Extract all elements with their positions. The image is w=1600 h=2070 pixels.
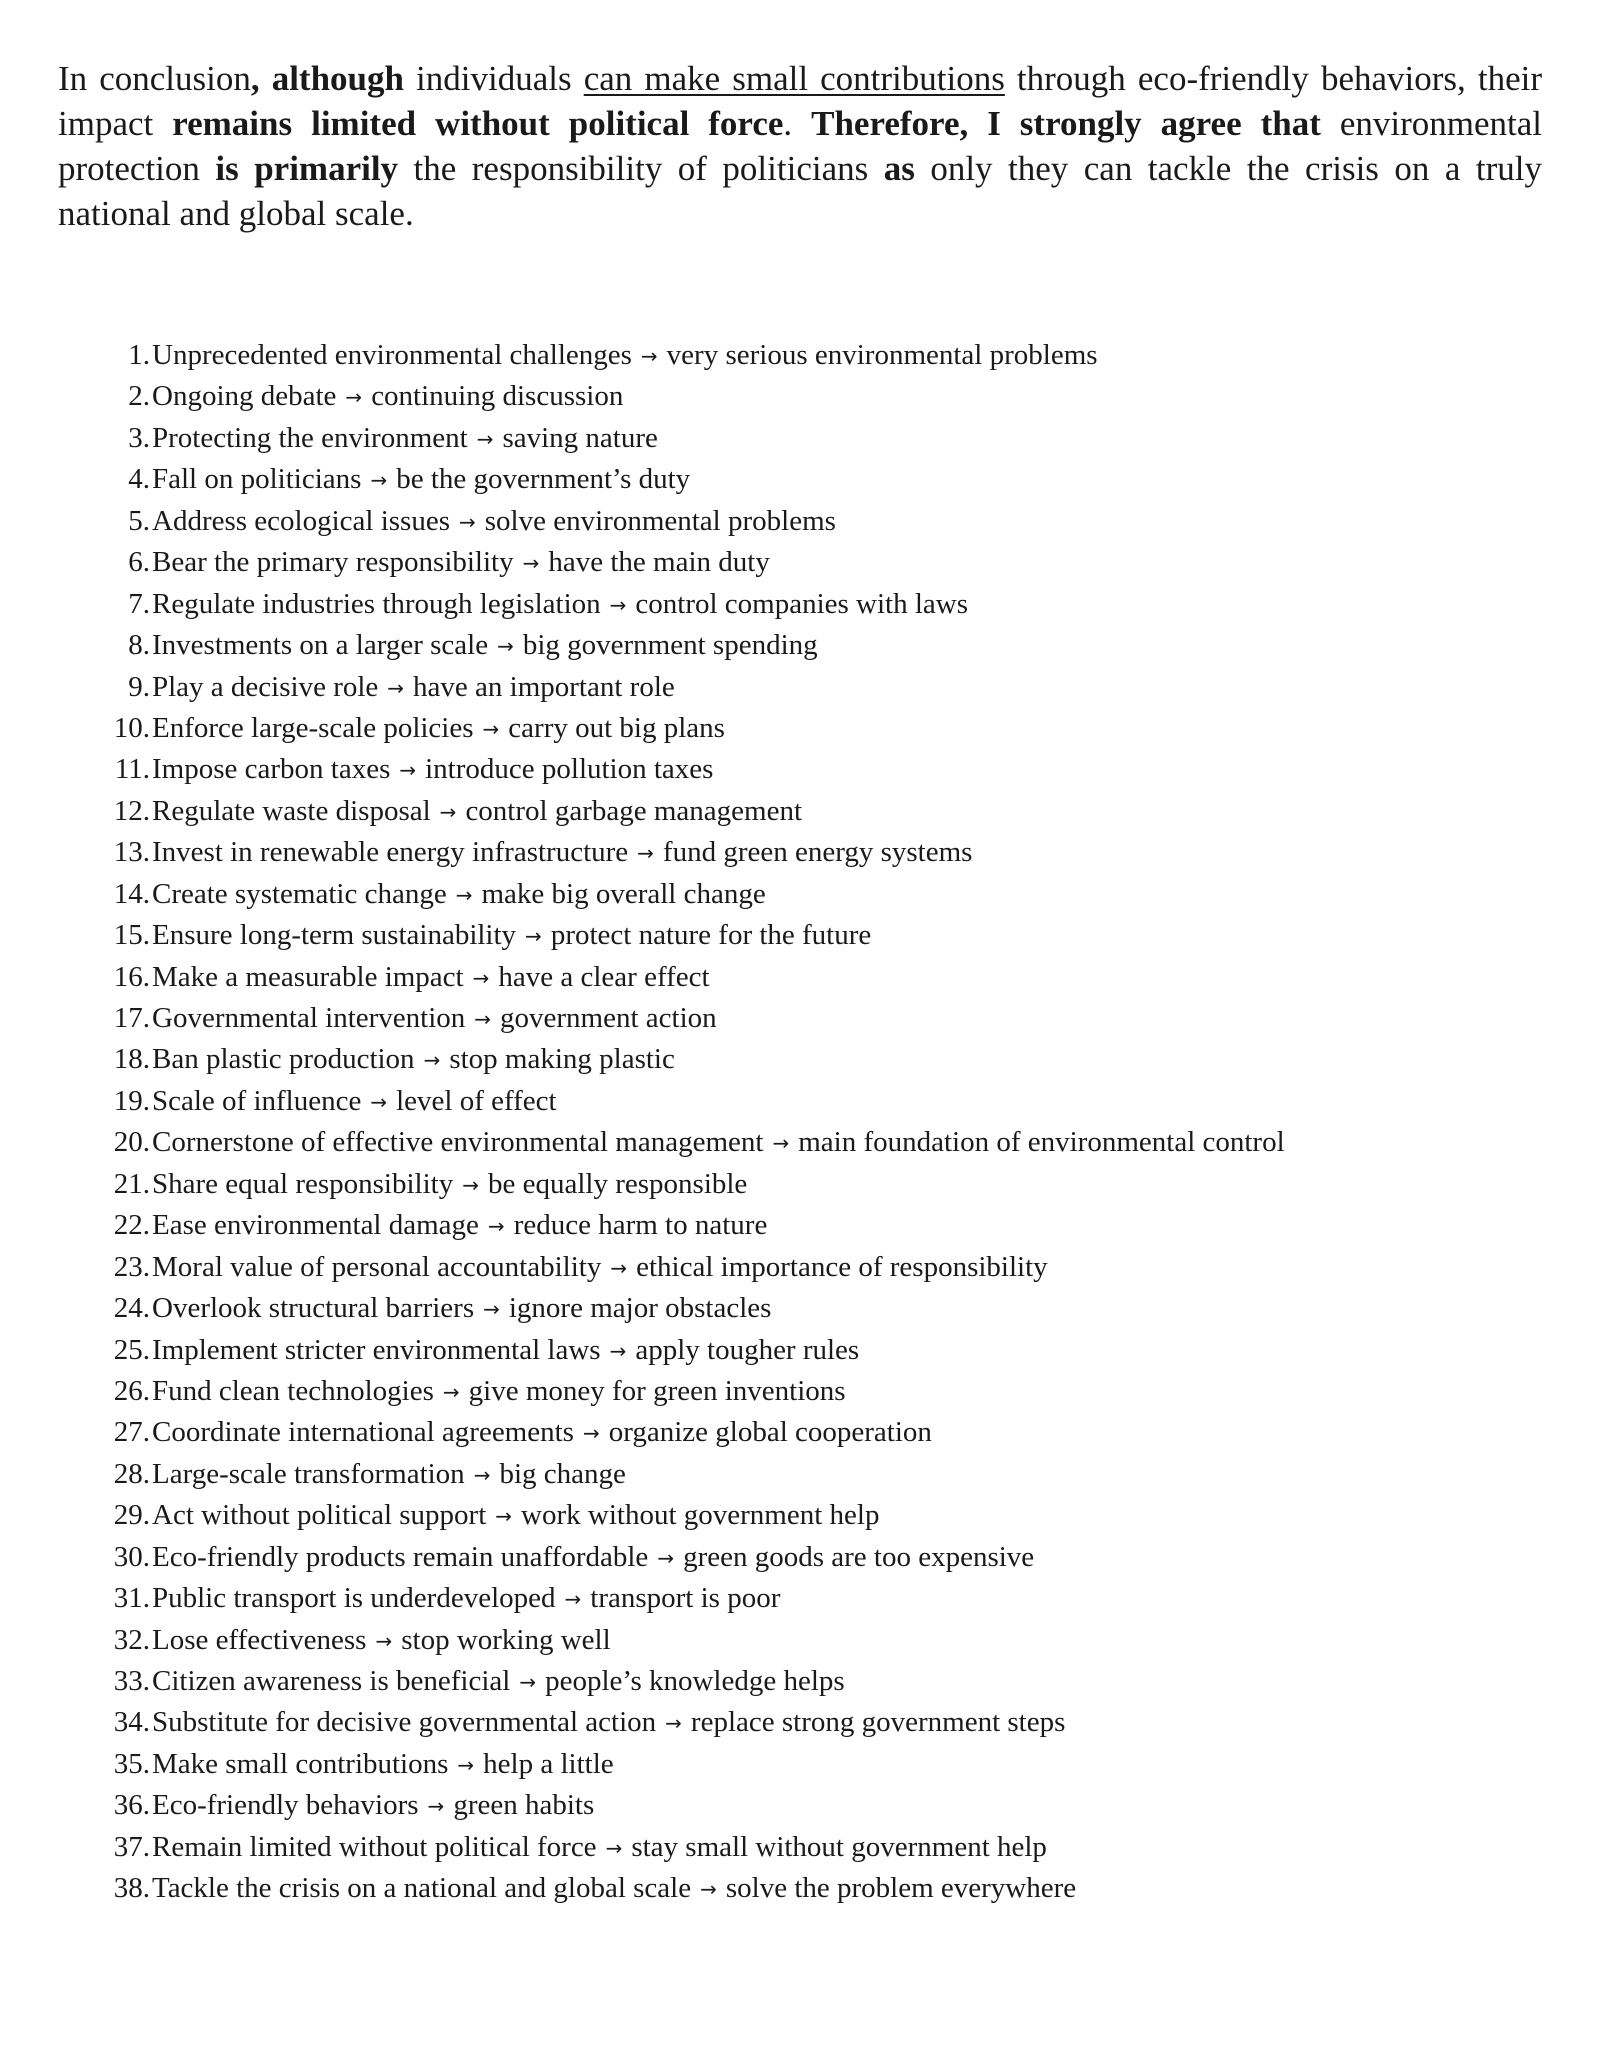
right-arrow-icon: →: [345, 385, 363, 410]
item-meaning: protect nature for the future: [550, 919, 872, 952]
item-phrase: Tackle the crisis on a national and global scale: [152, 1872, 692, 1905]
conclusion-segment: through eco-friendly behaviors, their impact: [58, 59, 1543, 143]
item-phrase: Coordinate international agreements: [152, 1416, 574, 1449]
conclusion-segment: In conclusion: [58, 59, 251, 98]
list-item: [100, 1454, 1560, 1495]
item-meaning: replace strong government steps: [690, 1706, 1066, 1739]
right-arrow-icon: →: [375, 1628, 393, 1653]
list-item: [100, 1205, 1560, 1246]
item-meaning: level of effect: [396, 1084, 557, 1117]
item-phrase: Investments on a larger scale: [152, 629, 489, 662]
conclusion-segment: as: [883, 149, 915, 188]
right-arrow-icon: →: [370, 468, 388, 493]
right-arrow-icon: →: [582, 1421, 600, 1446]
list-item: [100, 625, 1560, 666]
item-text: [152, 1454, 626, 1495]
list-item: [100, 749, 1560, 790]
list-item: [100, 957, 1560, 998]
item-meaning: make big overall change: [481, 877, 766, 910]
item-phrase: Remain limited without political force: [152, 1830, 597, 1863]
item-number: 9.: [128, 670, 150, 703]
list-item: [100, 998, 1560, 1039]
item-text: [152, 1164, 747, 1205]
item-number: 36.: [113, 1789, 150, 1822]
item-phrase: Unprecedented environmental challenges: [152, 339, 632, 371]
item-text: [152, 667, 675, 708]
item-meaning: have the main duty: [548, 546, 770, 579]
item-meaning: control garbage management: [465, 794, 803, 827]
item-phrase: Address ecological issues: [152, 504, 450, 537]
conclusion-segment: can make small contributions: [583, 59, 1005, 98]
item-phrase: Citizen awareness is beneficial: [152, 1665, 511, 1697]
right-arrow-icon: →: [657, 1545, 675, 1570]
item-number: 33.: [113, 1665, 150, 1697]
item-phrase: Act without political support: [152, 1499, 487, 1532]
item-text: [152, 335, 1098, 376]
item-phrase: Invest in renewable energy infrastructure: [152, 836, 629, 869]
item-phrase: Public transport is underdeveloped: [152, 1582, 556, 1615]
item-meaning: work without government help: [521, 1499, 880, 1532]
item-meaning: carry out big plans: [508, 711, 725, 744]
item-phrase: Make small contributions: [152, 1747, 449, 1780]
item-text: [152, 791, 802, 832]
item-meaning: ethical importance of responsibility: [636, 1250, 1048, 1283]
right-arrow-icon: →: [665, 1711, 682, 1736]
item-meaning: people’s knowledge helps: [545, 1665, 845, 1697]
conclusion-segment: , although: [250, 59, 404, 98]
item-number: 30.: [113, 1540, 150, 1573]
item-number: 21.: [113, 1167, 150, 1200]
conclusion-segment: environmental protection: [58, 104, 1542, 188]
item-text: [152, 1868, 1076, 1909]
item-text: [152, 708, 725, 749]
right-arrow-icon: →: [609, 592, 627, 617]
item-text: [152, 584, 968, 625]
item-number: 12.: [113, 794, 150, 827]
list-item: [100, 708, 1560, 749]
item-phrase: Substitute for decisive governmental action: [152, 1706, 657, 1739]
item-phrase: Ease environmental damage: [152, 1209, 479, 1242]
item-number: 32.: [113, 1623, 150, 1656]
item-phrase: Eco-friendly behaviors: [152, 1789, 419, 1822]
list-item: [100, 1081, 1560, 1122]
item-text: [152, 1827, 1047, 1868]
list-item: [100, 1122, 1560, 1163]
item-text: [152, 1661, 845, 1702]
item-number: 34.: [113, 1706, 150, 1739]
item-number: 3.: [128, 421, 150, 454]
item-number: 6.: [128, 546, 150, 579]
right-arrow-icon: →: [472, 965, 490, 990]
item-text: [152, 459, 690, 500]
item-meaning: give money for green inventions: [468, 1374, 846, 1407]
item-phrase: Governmental intervention: [152, 1002, 466, 1034]
item-phrase: Fall on politicians: [152, 463, 362, 496]
item-phrase: Ongoing debate: [152, 380, 337, 413]
right-arrow-icon: →: [442, 1379, 460, 1404]
item-text: [152, 1247, 1048, 1288]
item-phrase: Bear the primary responsibility: [152, 546, 514, 579]
vocabulary-list: [100, 335, 1560, 1910]
conclusion-segment: is primarily: [215, 149, 399, 188]
item-text: [152, 1205, 767, 1246]
right-arrow-icon: →: [772, 1131, 790, 1156]
item-text: [152, 418, 658, 459]
list-item: [100, 584, 1560, 625]
item-meaning: very serious environmental problems: [666, 339, 1098, 371]
right-arrow-icon: →: [700, 1877, 717, 1902]
right-arrow-icon: →: [370, 1089, 388, 1114]
item-text: [152, 874, 766, 915]
right-arrow-icon: →: [495, 1504, 513, 1529]
item-text: [152, 1537, 1034, 1578]
list-item: [100, 1827, 1560, 1868]
right-arrow-icon: →: [482, 716, 500, 741]
item-meaning: be the government’s duty: [396, 463, 691, 496]
item-meaning: stop working well: [401, 1623, 611, 1656]
list-item: [100, 791, 1560, 832]
item-number: 10.: [113, 711, 150, 744]
item-number: 29.: [113, 1499, 150, 1532]
item-text: [152, 376, 623, 417]
item-phrase: Lose effectiveness: [152, 1623, 367, 1656]
item-text: [152, 915, 871, 956]
list-item: [100, 1412, 1560, 1453]
item-text: [152, 832, 972, 873]
item-phrase: Regulate waste disposal: [152, 794, 431, 827]
list-item: [100, 1330, 1560, 1371]
item-phrase: Moral value of personal accountability: [152, 1250, 602, 1283]
right-arrow-icon: →: [427, 1794, 445, 1819]
right-arrow-icon: →: [423, 1048, 441, 1073]
item-phrase: Protecting the environment: [152, 421, 468, 454]
item-number: 28.: [113, 1457, 150, 1490]
item-meaning: be equally responsible: [487, 1167, 748, 1200]
item-text: [152, 1578, 780, 1619]
item-number: 7.: [128, 587, 150, 620]
list-item: [100, 1744, 1560, 1785]
item-number: 37.: [113, 1830, 150, 1863]
item-meaning: apply tougher rules: [635, 1333, 860, 1366]
item-number: 1.: [128, 339, 150, 371]
right-arrow-icon: →: [459, 509, 476, 534]
item-phrase: Large-scale transformation: [152, 1457, 465, 1490]
list-item: [100, 542, 1560, 583]
item-number: 31.: [113, 1582, 150, 1615]
item-text: [152, 749, 713, 790]
item-meaning: big change: [499, 1457, 626, 1490]
item-number: 11.: [114, 753, 150, 786]
right-arrow-icon: →: [476, 426, 494, 451]
item-text: [152, 625, 818, 666]
item-text: [152, 957, 710, 998]
item-number: 17.: [113, 1002, 150, 1034]
right-arrow-icon: →: [610, 1255, 628, 1280]
item-number: 15.: [113, 919, 150, 952]
item-phrase: Impose carbon taxes: [152, 753, 391, 786]
right-arrow-icon: →: [455, 882, 473, 907]
right-arrow-icon: →: [473, 1462, 491, 1487]
item-phrase: Make a measurable impact: [152, 960, 464, 993]
item-text: [152, 1412, 932, 1453]
item-phrase: Play a decisive role: [152, 670, 379, 703]
list-item: [100, 335, 1560, 376]
item-text: [152, 1702, 1065, 1743]
item-number: 19.: [113, 1084, 150, 1117]
right-arrow-icon: →: [609, 1338, 627, 1363]
item-number: 2.: [128, 380, 150, 413]
item-text: [152, 1039, 675, 1080]
right-arrow-icon: →: [605, 1835, 623, 1860]
item-number: 20.: [113, 1126, 150, 1159]
item-meaning: big government spending: [522, 629, 818, 662]
item-text: [152, 1288, 771, 1329]
list-item: [100, 501, 1560, 542]
right-arrow-icon: →: [457, 1752, 475, 1777]
item-meaning: transport is poor: [590, 1582, 781, 1615]
list-item: [100, 667, 1560, 708]
item-phrase: Regulate industries through legislation: [152, 587, 601, 620]
item-number: 18.: [113, 1043, 150, 1076]
item-number: 35.: [113, 1747, 150, 1780]
item-phrase: Share equal responsibility: [152, 1167, 454, 1200]
item-meaning: main foundation of environmental control: [798, 1126, 1285, 1159]
list-item: [100, 1164, 1560, 1205]
item-meaning: continuing discussion: [371, 380, 624, 413]
item-phrase: Fund clean technologies: [152, 1374, 434, 1407]
conclusion-paragraph: [58, 56, 1542, 236]
item-phrase: Implement stricter environmental laws: [152, 1333, 601, 1366]
item-meaning: stop making plastic: [449, 1043, 675, 1076]
list-item: [100, 1868, 1560, 1909]
item-phrase: Ensure long-term sustainability: [152, 919, 517, 952]
right-arrow-icon: →: [519, 1670, 537, 1694]
item-number: 16.: [113, 960, 150, 993]
list-item: [100, 1578, 1560, 1619]
right-arrow-icon: →: [483, 1297, 500, 1322]
item-number: 27.: [113, 1416, 150, 1449]
item-meaning: have an important role: [413, 670, 675, 703]
item-text: [152, 1744, 614, 1785]
right-arrow-icon: →: [474, 1007, 492, 1031]
item-number: 5.: [128, 504, 150, 537]
item-meaning: fund green energy systems: [662, 836, 973, 869]
item-phrase: Ban plastic production: [152, 1043, 415, 1076]
list-item: [100, 1785, 1560, 1826]
item-phrase: Enforce large-scale policies: [152, 711, 474, 744]
item-meaning: introduce pollution taxes: [425, 753, 714, 786]
list-item: [100, 1495, 1560, 1536]
right-arrow-icon: →: [497, 634, 514, 659]
item-number: 25.: [113, 1333, 150, 1366]
right-arrow-icon: →: [439, 799, 457, 824]
conclusion-segment: .: [783, 104, 812, 143]
conclusion-segment: only they can tackle the crisis on a truly national and global scale.: [58, 149, 1542, 233]
item-phrase: Cornerstone of effective environmental management: [152, 1126, 764, 1159]
item-number: 23.: [113, 1250, 150, 1283]
right-arrow-icon: →: [487, 1214, 505, 1239]
item-text: [152, 1371, 846, 1412]
right-arrow-icon: →: [399, 758, 417, 783]
item-meaning: stay small without government help: [631, 1830, 1047, 1863]
list-item: [100, 1702, 1560, 1743]
list-item: [100, 459, 1560, 500]
right-arrow-icon: →: [462, 1172, 479, 1197]
item-text: [152, 1620, 611, 1661]
item-number: 4.: [128, 463, 150, 496]
right-arrow-icon: →: [564, 1587, 582, 1612]
list-item: [100, 874, 1560, 915]
list-item: [100, 418, 1560, 459]
item-text: [152, 542, 770, 583]
item-meaning: reduce harm to nature: [513, 1209, 768, 1242]
list-item: [100, 1537, 1560, 1578]
item-meaning: help a little: [483, 1747, 614, 1780]
list-item: [100, 1620, 1560, 1661]
item-meaning: green goods are too expensive: [683, 1540, 1035, 1573]
item-meaning: solve the problem everywhere: [725, 1872, 1077, 1905]
item-number: 13.: [113, 836, 150, 869]
item-meaning: green habits: [453, 1789, 595, 1822]
item-phrase: Create systematic change: [152, 877, 447, 910]
item-number: 14.: [113, 877, 150, 910]
list-item: [100, 1039, 1560, 1080]
item-number: 8.: [128, 629, 150, 662]
right-arrow-icon: →: [640, 344, 658, 368]
item-meaning: control companies with laws: [635, 587, 969, 620]
item-phrase: Eco-friendly products remain unaffordable: [152, 1540, 649, 1573]
item-number: 22.: [113, 1209, 150, 1242]
list-item: [100, 832, 1560, 873]
item-phrase: Scale of influence: [152, 1084, 362, 1117]
item-meaning: solve environmental problems: [484, 504, 836, 537]
item-meaning: ignore major obstacles: [508, 1292, 772, 1325]
list-item: [100, 915, 1560, 956]
conclusion-segment: Therefore, I strongly agree that: [811, 104, 1321, 143]
item-text: [152, 1330, 859, 1371]
conclusion-segment: remains limited without political force: [172, 104, 784, 143]
list-item: [100, 1247, 1560, 1288]
list-item: [100, 1661, 1560, 1702]
list-item: [100, 1288, 1560, 1329]
item-number: 24.: [113, 1292, 150, 1325]
item-phrase: Overlook structural barriers: [152, 1292, 475, 1325]
list-item: [100, 1371, 1560, 1412]
item-number: 26.: [113, 1374, 150, 1407]
item-text: [152, 1495, 879, 1536]
conclusion-segment: individuals: [403, 59, 584, 98]
right-arrow-icon: →: [637, 841, 654, 866]
item-text: [152, 1081, 557, 1122]
item-text: [152, 1785, 594, 1826]
item-meaning: have a clear effect: [498, 960, 710, 993]
item-meaning: saving nature: [502, 421, 658, 454]
conclusion-segment: the responsibility of politicians: [398, 149, 884, 188]
item-text: [152, 1122, 1285, 1163]
right-arrow-icon: →: [522, 551, 540, 576]
right-arrow-icon: →: [525, 924, 542, 949]
item-text: [152, 501, 836, 542]
item-meaning: organize global cooperation: [608, 1416, 932, 1449]
item-meaning: government action: [500, 1002, 717, 1034]
right-arrow-icon: →: [387, 675, 405, 700]
item-text: [152, 998, 717, 1039]
list-item: [100, 376, 1560, 417]
item-number: 38.: [113, 1872, 150, 1905]
